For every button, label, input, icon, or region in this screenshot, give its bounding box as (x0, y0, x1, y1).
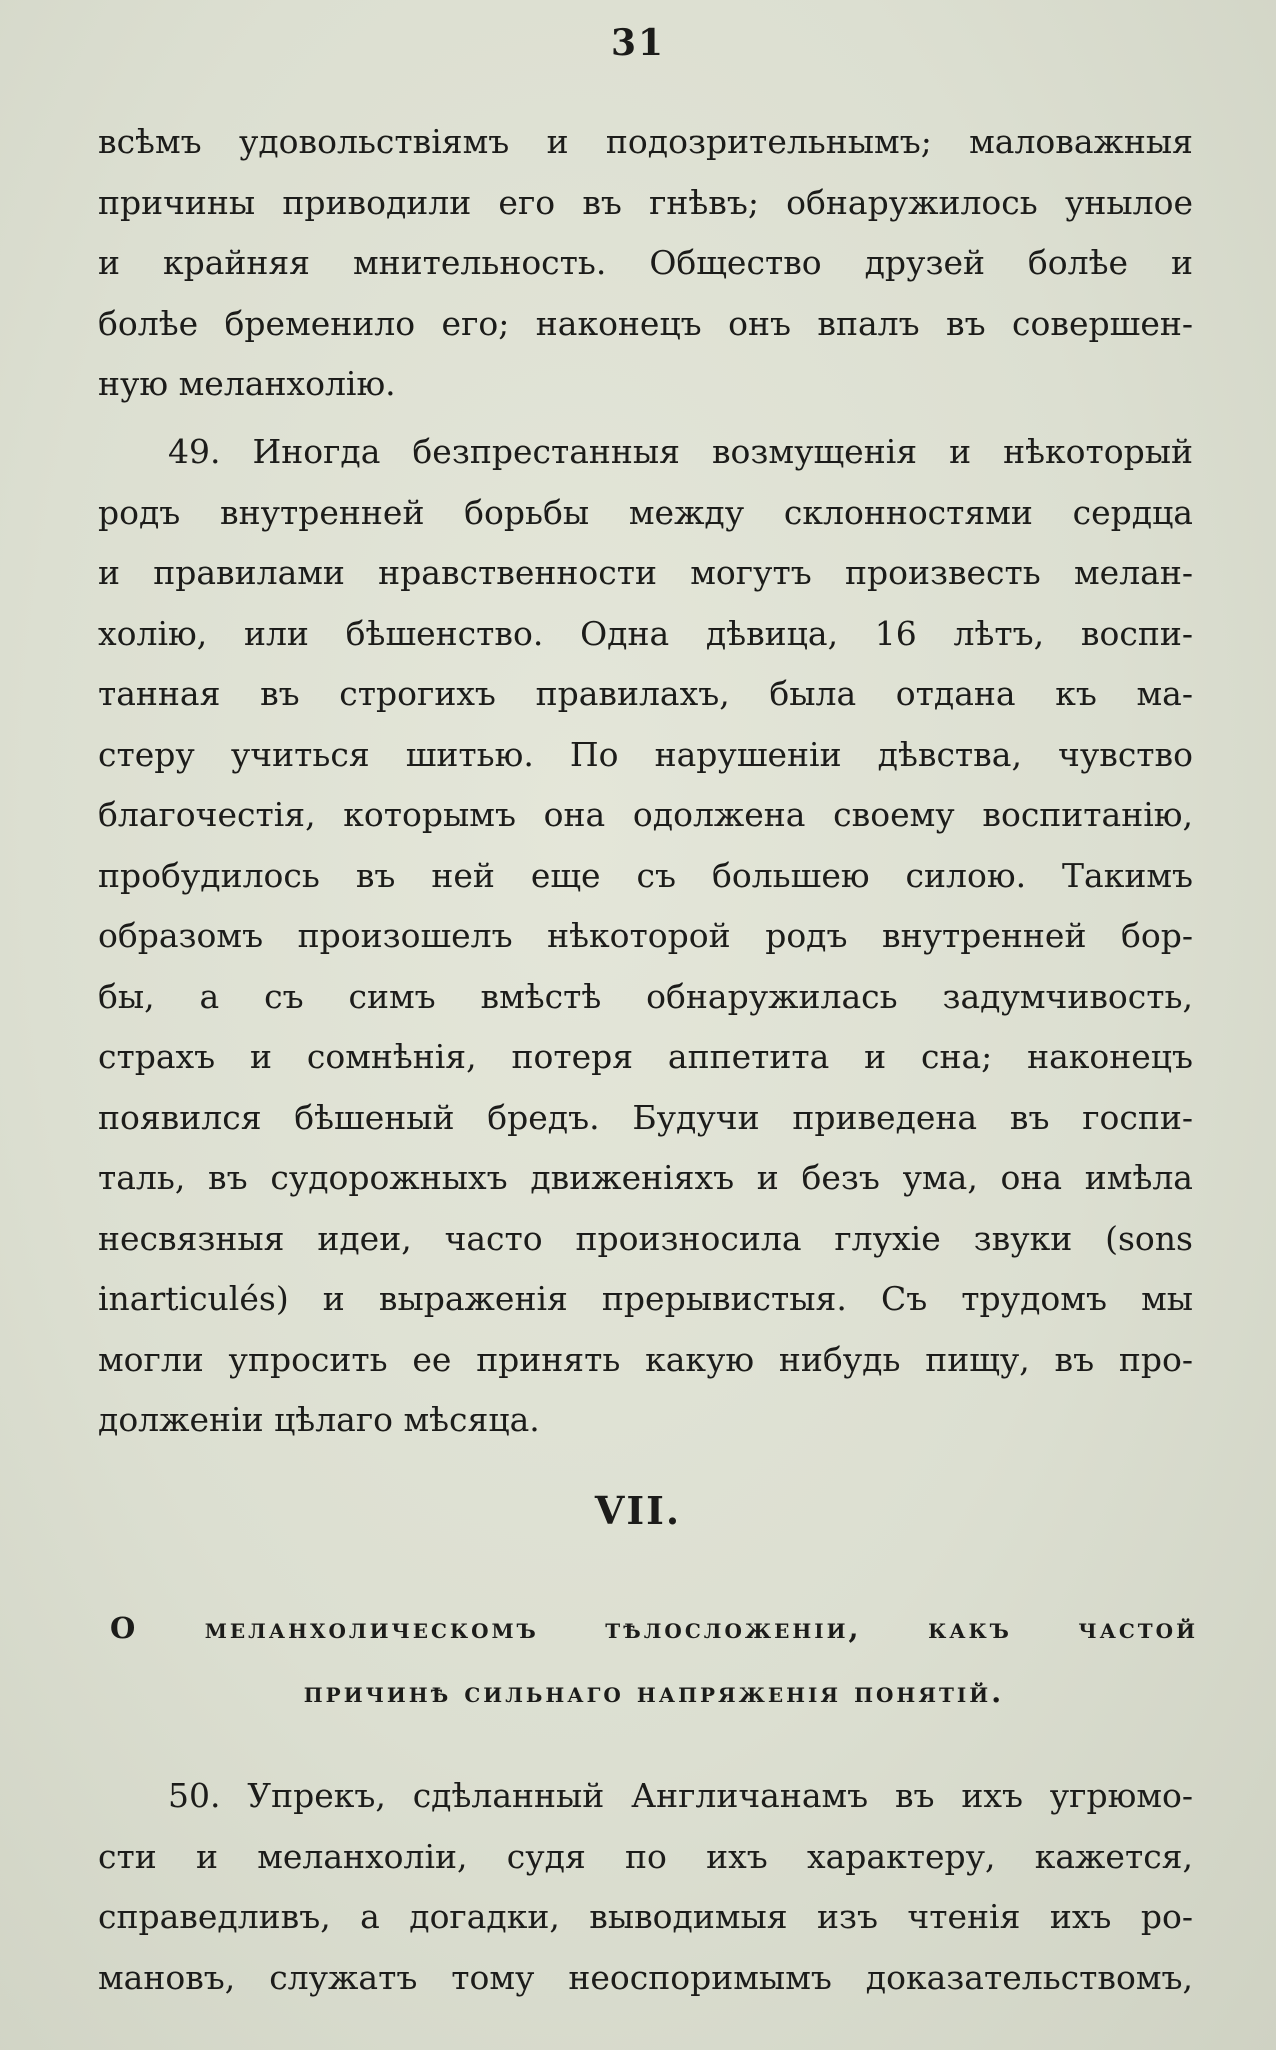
text-line: болѣе бременило его; наконецъ онъ впалъ въ совершен- (98, 303, 1193, 343)
text-line: появился бѣшеный бредъ. Будучи приведена въ госпи- (98, 1097, 1193, 1137)
text-line: ную меланхолію. (98, 364, 396, 403)
text-line: долженіи цѣлаго мѣсяца. (98, 1400, 540, 1439)
paragraph-continued (98, 112, 1193, 415)
text-line: и правилами нравственности могутъ произвесть мелан- (98, 553, 1193, 592)
section-heading-line: причинѣ сильнаго напряженія понятій. (303, 1675, 1005, 1709)
section-number: VII. (594, 1488, 682, 1533)
text-line: могли упросить ее принять какую нибудь пищу, въ про- (98, 1339, 1193, 1379)
paragraph-49 (98, 422, 1193, 1451)
text-line: танная въ строгихъ правилахъ, была отдана къ ма- (98, 674, 1193, 713)
text-line: стеру учиться шитью. По нарушеніи дѣвства, чувство (98, 734, 1193, 774)
text-line: пробудилось въ ней еще съ большею силою. Такимъ (98, 855, 1193, 895)
text-line: сти и меланхоліи, судя по ихъ характеру, кажется, (98, 1836, 1193, 1876)
text-line: inarticulés) и выраженія прерывистыя. Съ трудомъ мы (98, 1279, 1193, 1318)
text-line: справедливъ, а догадки, выводимыя изъ чтенія ихъ ро- (98, 1897, 1193, 1936)
text-line: всѣмъ удовольствіямъ и подозрительнымъ; маловажныя (98, 122, 1193, 161)
text-line: и крайняя мнительность. Общество друзей болѣе и (98, 243, 1193, 282)
text-line: несвязныя идеи, часто произносила глухіе звуки (sons (98, 1218, 1193, 1258)
text-line: таль, въ судорожныхъ движеніяхъ и безъ ума, она имѣла (98, 1158, 1193, 1197)
text-line: страхъ и сомнѣнія, потеря аппетита и сна; наконецъ (98, 1037, 1193, 1076)
text-line: причины приводили его въ гнѣвъ; обнаружилось унылое (98, 182, 1193, 222)
text-line: родъ внутренней борьбы между склонностями сердца (98, 492, 1193, 532)
paragraph-50 (98, 1766, 1193, 2008)
text-line: 49. Иногда безпрестанныя возмущенія и нѣкоторый (168, 432, 1193, 471)
text-line: 50. Упрекъ, сдѣланный Англичанамъ въ ихъ угрюмо- (168, 1776, 1193, 1815)
text-line: образомъ произошелъ нѣкоторой родъ внутренней бор- (98, 916, 1193, 955)
page-number: 31 (610, 22, 666, 64)
text-line: мановъ, служатъ тому неоспоримымъ доказательствомъ, (98, 1957, 1193, 1997)
text-line: бы, а съ симъ вмѣстѣ обнаружилась задумчивость, (98, 976, 1193, 1016)
section-heading-line: О меланхолическомъ тѣлосложеніи, какъ частой (110, 1611, 1198, 1645)
section-heading (110, 1596, 1198, 1724)
text-line: холію, или бѣшенство. Одна дѣвица, 16 лѣтъ, воспи- (98, 613, 1193, 653)
text-line: благочестія, которымъ она одолжена своему воспитанію, (98, 795, 1193, 834)
